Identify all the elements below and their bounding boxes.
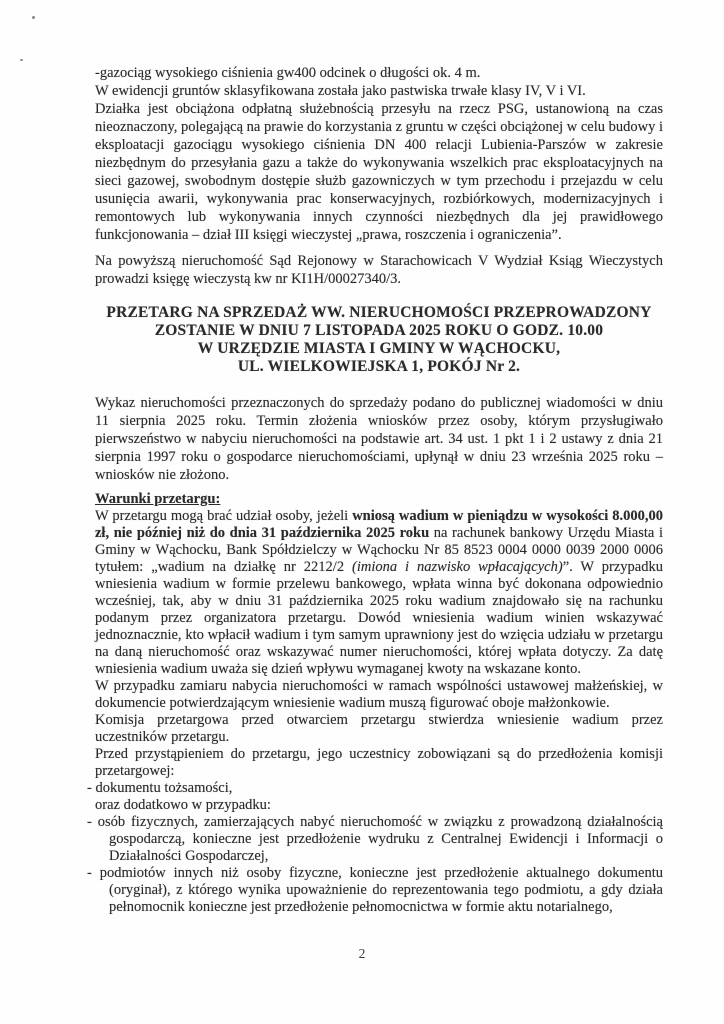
document-body bbox=[87, 64, 664, 916]
terms-section-heading bbox=[95, 490, 663, 508]
scan-speck-artifact bbox=[32, 16, 35, 19]
marital-community-paragraph: W przypadku zamiaru nabycia nieruchomości w ramach wspólności ustawowej małżeńskiej, w dokumencie potwierdzającym wniesienie wadium muszą figurować oboje małżonkowie. bbox=[95, 678, 663, 711]
auction-heading-line-4: UL. WIELKOWIEJSKA 1, POKÓJ Nr 2. bbox=[237, 358, 521, 375]
auction-heading-line-2: ZOSTANIE W DNIU 7 LISTOPADA 2025 ROKU O GODZ. 10.00 bbox=[154, 322, 604, 339]
additional-requirements-intro: oraz dodatkowo w przypadku: bbox=[95, 797, 271, 813]
easement-paragraph: Działka jest obciążona odpłatną służebnością przesyłu na rzecz PSG, ustanowioną na czas nieoznaczony, polegającą na prawie do korzystania z gruntu w części obciążonej w celu budowy i eksploatacji gazociągu wysokiego ciśnienia DN 400 relacji Lubienia-Parszów w zakresie niezbędnym do przesyłania gazu a także do wykonywania wszelkich prac eksploatacyjnych na sieci gazowej, swobodnym dostępie służb gazowniczych w tym przechodu i przejazdu w celu usunięcia awarii, wykonywania prac konserwacyjnych, rozbiórkowych, modernizacyjnych i remontowych lub wykonywania innych czynności niezbędnych dla jej prawidłowego funkcjonowania – dział III księgi wieczystej „prawa, roszczenia i ograniczenia”. bbox=[95, 101, 663, 243]
land-registry-classification-line: W ewidencji gruntów sklasyfikowana została jako pastwiska trwałe klasy IV, V i VI. bbox=[95, 83, 586, 99]
wadium-deposit-paragraph: W przetargu mogą brać udział osoby, jeżeli wniosą wadium w pieniądzu w wysokości 8.000,00 zł, nie później niż do dnia 31 października 2025 roku na rachunek bankowy Urzędu Miasta i Gminy w Wąchocku, Bank Spółdzielczy w Wąchocku Nr 85 8523 0004 0000 0039 2000 0006 tytułem: „wadium na działkę nr 2212/2 (imiona i nazwisko wpłacających)”. W przypadku wniesienia wadium w formie przelewu bankowego, wpłata winna być dokonana odpowiednio wcześniej, tak, aby w dniu 31 października 2025 roku wadium znajdowało się na rachunku podanym przez organizatora przetargu. Dowód wniesienia wadium winien wskazywać jednoznacznie, kto wpłacił wadium i tym samym uprawniony jest do wzięcia udziału w przetargu na daną nieruchomość oraz wskazywać numer nieruchomości, której wpłata dotyczy. Za datę wniesienia wadium uważa się dzień wpływu wymaganej kwoty na wskazane konto. bbox=[95, 508, 664, 677]
listing-publication-paragraph: Wykaz nieruchomości przeznaczonych do sprzedaży podano do publicznej wiadomości w dniu 11 sierpnia 2025 roku. Termin złożenia wniosków przez osoby, którym przysługiwało pierwszeństwo w nabyciu nieruchomości na podstawie art. 34 ust. 1 pkt 1 i 2 ustawy z dnia 21 sierpnia 1997 roku o gospodarce nieruchomościami, upłynął w dniu 23 września 2025 roku – wniosków nie złożono. bbox=[95, 395, 663, 483]
terms-heading-colon: : bbox=[215, 491, 221, 507]
court-register-paragraph: Na powyższą nieruchomość Sąd Rejonowy w Starachowicach V Wydział Ksiąg Wieczystych prowadzi księgę wieczystą kw nr KI1H/00027340/3. bbox=[95, 253, 663, 287]
terms-heading-underlined-text: Warunki przetargu bbox=[95, 491, 216, 507]
auction-announcement-heading bbox=[95, 304, 663, 376]
auction-heading-line-1: PRZETARG NA SPRZEDAŻ WW. NIERUCHOMOŚCI PRZEPROWADZONY bbox=[106, 304, 652, 321]
terms-section-body bbox=[87, 508, 664, 916]
requirement-entities-item: - podmiotów innych niż osoby fizyczne, konieczne jest przedłożenie aktualnego dokumentu (oryginał), z którego wynika upoważnienie do reprezentowania tego podmiotu, a gdy działa pełnomocnik konieczne jest przedłożenie pełnomocnictwa w formie aktu notarialnego, bbox=[87, 865, 663, 915]
scan-speck-artifact bbox=[20, 59, 23, 61]
auction-heading-line-3: W URZĘDZIE MIASTA I GMINY W WĄCHOCKU, bbox=[197, 340, 561, 357]
requirement-business-item: - osób fizycznych, zamierzających nabyć nieruchomość w związku z prowadzoną działalnością gospodarczą, konieczne jest przedłożenie wydruku z Centralnej Ewidencji i Informacji o Działalności Gospodarczej, bbox=[87, 814, 663, 864]
gas-pipeline-line: -gazociąg wysokiego ciśnienia gw400 odcinek o długości ok. 4 m. bbox=[95, 65, 481, 81]
commission-verification-paragraph: Komisja przetargowa przed otwarciem przetargu stwierdza wniesienie wadium przez uczestników przetargu. bbox=[95, 712, 663, 745]
requirement-identity-item: - dokumentu tożsamości, bbox=[87, 780, 233, 796]
page-number: 2 bbox=[358, 946, 366, 961]
requirements-intro-paragraph: Przed przystąpieniem do przetargu, jego uczestnicy zobowiązani są do przedłożenia komisji przetargowej: bbox=[95, 746, 663, 779]
